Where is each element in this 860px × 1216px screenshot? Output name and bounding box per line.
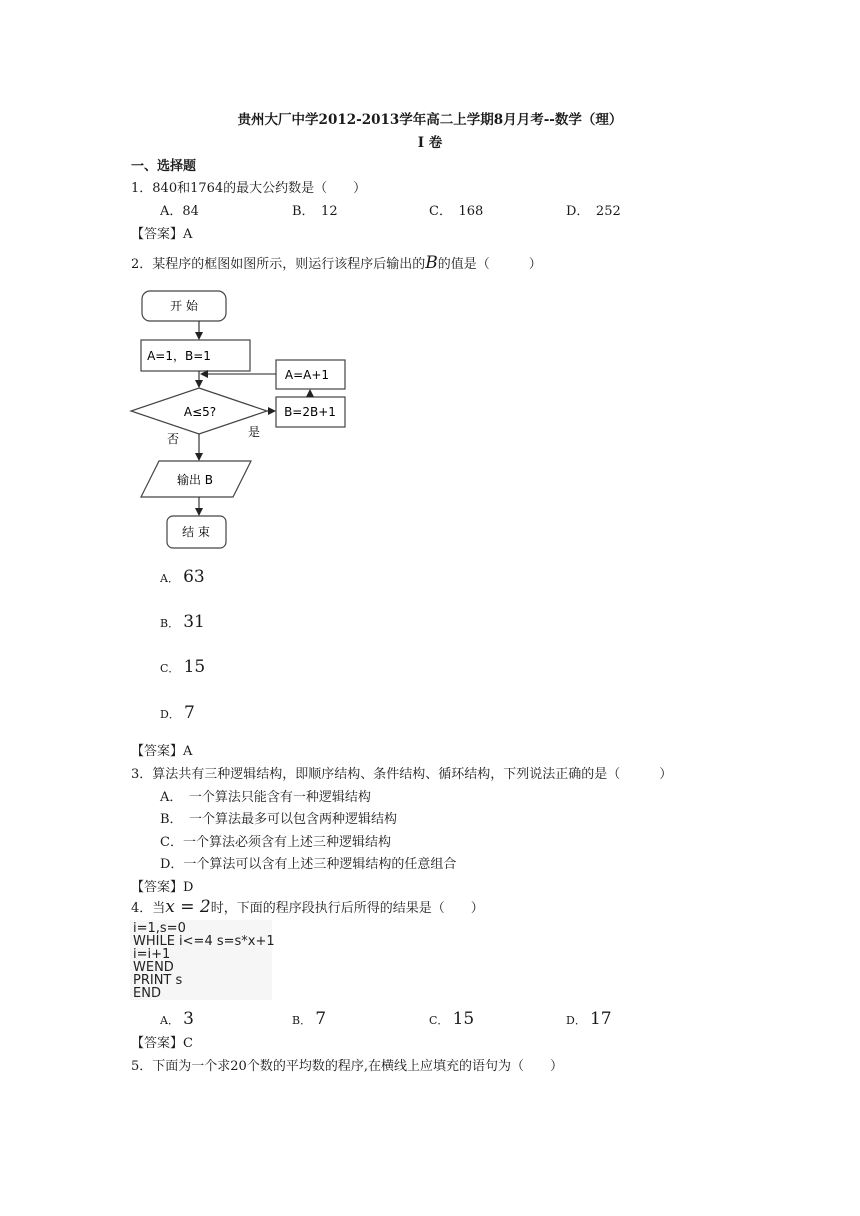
flowchart	[125, 285, 355, 555]
q4-option-b-letter: B．	[292, 1014, 312, 1027]
q2-stem-before: 2．某程序的框图如图所示，则运行该程序后输出的	[131, 257, 426, 272]
q2-option-c	[160, 657, 205, 677]
q4-math: x = 2	[165, 897, 211, 917]
flow-update-b-label: B=2B+1	[284, 405, 336, 419]
q4-option-d	[566, 1009, 612, 1029]
q2-option-a-letter: A．	[160, 572, 179, 585]
flow-output-label: 输出 B	[176, 473, 214, 487]
code-line: WEND	[133, 960, 174, 975]
code-line: WHILE i<=4 s=s*x+1	[133, 934, 275, 949]
q2-option-b-letter: B．	[160, 617, 180, 630]
flow-no-label: 否	[166, 432, 180, 446]
volume-label: I 卷	[417, 135, 443, 151]
q5-stem: 5．下面为一个求20个数的平均数的程序,在横线上应填充的语句为（ ）	[131, 1059, 563, 1074]
q2-stem-after: 的值是（ ）	[437, 257, 542, 272]
q4-stem-after: 时，下面的程序段执行后所得的结果是（ ）	[210, 901, 484, 916]
q1-answer: 【答案】A	[131, 227, 193, 242]
q3-option-b: B． 一个算法最多可以包含两种逻辑结构	[160, 812, 398, 827]
q4-option-c-value: 15	[452, 1009, 475, 1029]
flow-init-label: A=1，B=1	[147, 349, 211, 363]
flow-start-label: 开 始	[170, 299, 198, 313]
q4-stem	[131, 897, 484, 917]
q2-answer: 【答案】A	[131, 744, 193, 759]
q3-option-c: C．一个算法必须含有上述三种逻辑结构	[160, 835, 391, 850]
q1-option-a: A．84	[160, 204, 199, 219]
q2-option-d-letter: D．	[160, 708, 180, 721]
q1-option-b: B． 12	[292, 204, 338, 219]
flow-condition-label: A≤5?	[183, 405, 217, 419]
code-line: PRINT s	[133, 973, 183, 988]
q4-option-d-letter: D．	[566, 1014, 586, 1027]
flow-end-label: 结 束	[182, 525, 210, 539]
q4-option-b-value: 7	[315, 1009, 327, 1029]
q2-option-b-value: 31	[183, 612, 205, 632]
q2-variable: B	[425, 253, 438, 273]
q3-stem: 3．算法共有三种逻辑结构，即顺序结构、条件结构、循环结构，下列说法正确的是（ ）	[131, 767, 673, 782]
q2-option-d	[160, 703, 195, 723]
q2-option-a-value: 63	[183, 567, 205, 587]
q2-option-a	[160, 567, 205, 587]
q3-option-d: D．一个算法可以含有上述三种逻辑结构的任意组合	[160, 857, 457, 872]
q2-option-b	[160, 612, 205, 632]
q4-option-a-value: 3	[183, 1009, 194, 1029]
q1-stem: 1．840和1764的最大公约数是（ ）	[131, 181, 367, 196]
code-line: i=i+1	[133, 947, 171, 962]
q1-option-c: C． 168	[429, 204, 484, 219]
q2-option-d-value: 7	[183, 703, 195, 723]
section-heading: 一、选择题	[131, 159, 197, 174]
q4-option-c-letter: C．	[429, 1014, 449, 1027]
q4-option-a-letter: A．	[160, 1014, 179, 1027]
q4-option-d-value: 17	[589, 1009, 612, 1029]
page-title: 贵州大厂中学2012-2013学年高二上学期8月月考--数学（理）	[237, 112, 623, 128]
q1-option-d: D． 252	[566, 204, 621, 219]
flow-update-a-label: A=A+1	[284, 368, 330, 382]
flow-yes-label: 是	[247, 425, 261, 439]
q4-option-b	[292, 1009, 326, 1029]
q3-answer: 【答案】D	[131, 880, 194, 895]
q4-answer: 【答案】C	[131, 1036, 193, 1051]
code-line: END	[133, 986, 161, 1001]
q3-option-a: A． 一个算法只能含有一种逻辑结构	[160, 790, 371, 805]
q4-option-c	[429, 1009, 474, 1029]
q4-stem-before: 4．当	[131, 901, 166, 916]
q2-stem	[131, 253, 542, 273]
code-line: i=1,s=0	[133, 921, 186, 936]
q4-option-a	[160, 1009, 194, 1029]
q2-option-c-value: 15	[183, 657, 206, 677]
q4-code-block	[133, 922, 275, 1000]
q2-option-c-letter: C．	[160, 662, 180, 675]
